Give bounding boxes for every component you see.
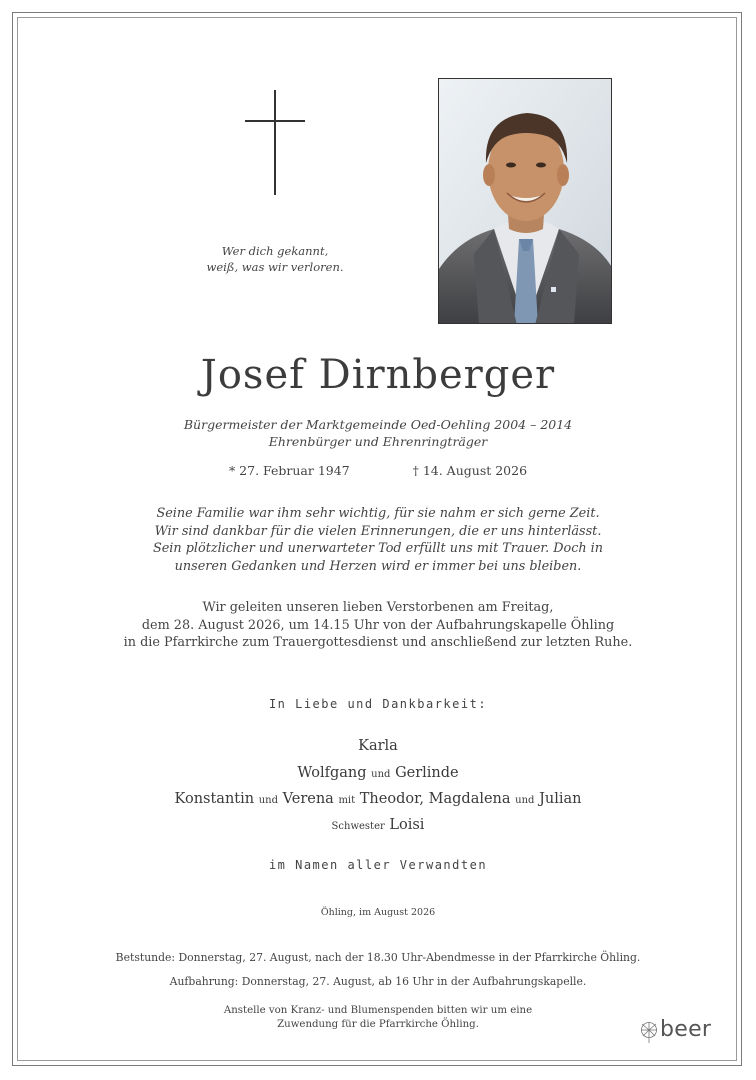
logo-text: beer (660, 1017, 712, 1042)
mourner-line-3 (0, 791, 756, 807)
quote-line-2: weiß, was wir verloren. (206, 260, 344, 274)
mourners-heading: In Liebe und Dankbarkeit: (268, 697, 488, 711)
mourner-konstantin: Konstantin (174, 791, 255, 807)
donation-line-2: Zuwendung für die Pfarrkirche Öhling. (277, 1019, 479, 1030)
conjunction: und (371, 769, 391, 780)
tribute-line-1: Seine Familie war ihm sehr wichtig, für sie nahm er sich gerne Zeit. (156, 506, 600, 521)
dandelion-icon (640, 1021, 658, 1043)
memorial-quote (175, 243, 375, 275)
cross-icon (245, 90, 305, 195)
birth-date: * 27. Februar 1947 (228, 463, 350, 478)
portrait-photo (438, 78, 612, 324)
funeral-line-2: dem 28. August 2026, um 14.15 Uhr von der Aufbahrungskapelle Öhling (141, 617, 615, 633)
mourner-verena: Verena (282, 791, 334, 807)
tribute-line-2: Wir sind dankbar für die vielen Erinnerungen, die er uns hinterlässt. (154, 523, 602, 539)
mourner-line-4 (0, 817, 756, 833)
betstunde-notice: Betstunde: Donnerstag, 27. August, nach der 18.30 Uhr-Abendmesse in der Pfarrkirche Öhling. (115, 951, 641, 964)
mourner-line-2 (0, 765, 756, 781)
funeral-text (0, 599, 756, 652)
mourner-loisi: Loisi (389, 817, 425, 833)
conjunction: und (258, 795, 278, 806)
deceased-name: Josef Dirnberger (200, 352, 556, 398)
deceased-titles (0, 416, 756, 450)
title-line-2: Ehrenbürger und Ehrenringträger (268, 434, 488, 449)
life-dates (0, 463, 756, 478)
conjunction: mit (338, 795, 356, 806)
relation-label: Schwester (331, 821, 385, 832)
funeral-line-3: in die Pfarrkirche zum Trauergottesdienst und anschließend zur letzten Ruhe. (123, 635, 633, 650)
mourner-children: Theodor, Magdalena (359, 791, 511, 807)
place-date: Öhling, im August 2026 (320, 907, 436, 918)
conjunction: und (515, 795, 535, 806)
tribute-text (0, 505, 756, 575)
tribute-line-3: Sein plötzlicher und unerwarteter Tod erfüllt uns mit Trauer. Doch in (152, 541, 604, 556)
beer-logo (640, 1019, 720, 1047)
title-line-1: Bürgermeister der Marktgemeinde Oed-Oehling 2004 – 2014 (183, 417, 573, 432)
mourner-karla: Karla (358, 738, 398, 754)
mourner-wolfgang: Wolfgang (297, 765, 367, 781)
quote-line-1: Wer dich gekannt, (221, 244, 329, 258)
mourner-line-1 (0, 738, 756, 754)
tribute-line-4: unseren Gedanken und Herzen wird er immer bei uns bleiben. (174, 558, 582, 574)
mourner-julian: Julian (539, 791, 582, 807)
mourners-footer: im Namen aller Verwandten (268, 858, 488, 872)
funeral-line-1: Wir geleiten unseren lieben Verstorbenen am Freitag, (202, 600, 554, 615)
mourner-gerlinde: Gerlinde (395, 765, 459, 781)
donation-line-1: Anstelle von Kranz- und Blumenspenden bitten wir um eine (223, 1005, 533, 1016)
death-date: † 14. August 2026 (412, 463, 528, 478)
aufbahrung-notice: Aufbahrung: Donnerstag, 27. August, ab 16 Uhr in der Aufbahrungskapelle. (169, 975, 587, 988)
